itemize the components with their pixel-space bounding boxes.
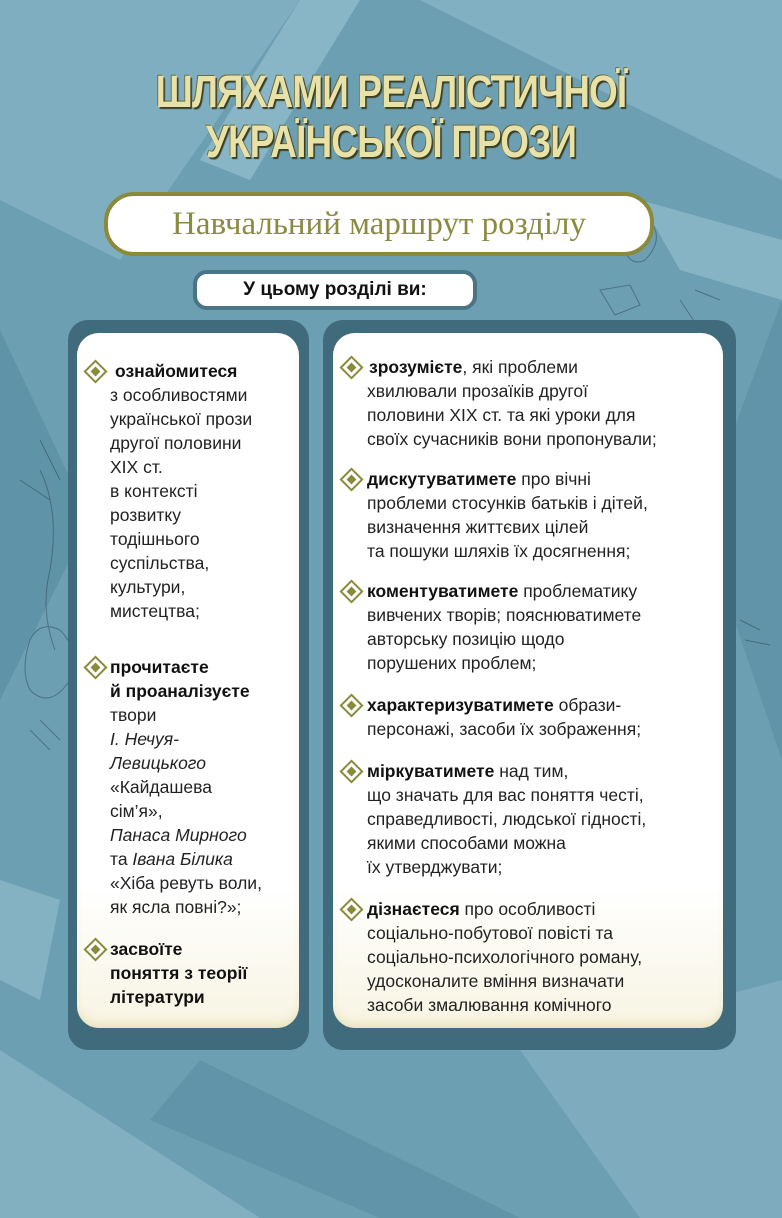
item-text-line: розвитку (110, 505, 181, 525)
item-text-line: своїх сучасників вони пропонували; (367, 429, 657, 449)
item-text-line: засоби змалювання комічного (367, 995, 612, 1015)
item-keyword: й проаналізуєте (110, 681, 250, 701)
item-text-line: та пошуки шляхів їх досягнення; (367, 541, 631, 561)
item-text-line: тодішнього (110, 529, 200, 549)
item-text-line: твори (110, 705, 157, 725)
item-keyword: поняття з теорії (110, 963, 248, 983)
item-text-line: соціально-психологічного роману, (367, 947, 643, 967)
item-text-line: половини XIX ст. та які уроки для (367, 405, 636, 425)
item-keyword: літератури (110, 987, 205, 1007)
diamond-bullet-icon (339, 693, 363, 717)
right-panel (333, 333, 723, 1028)
page-title-line-2: УКРАЇНСЬКОЇ ПРОЗИ (205, 116, 577, 167)
item-text-fragment: над тим, (494, 761, 569, 781)
item-text-line: порушених проблем; (367, 653, 537, 673)
item-keyword: коментуватимете (367, 581, 519, 601)
item-keyword: характеризуватимете (367, 695, 554, 715)
item-keyword: прочитаєте (110, 657, 209, 677)
item-text-line: XIX ст. (110, 457, 163, 477)
item-text-line: соціально-побутової повісті та (367, 923, 614, 943)
item-text-fragment: Івана Білика (132, 849, 233, 869)
item-text-line: Панаса Мирного (110, 825, 247, 845)
section-subtitle: Навчальний маршрут розділу (104, 192, 654, 256)
item-text-line: хвилювали прозаїків другої (367, 381, 588, 401)
item-keyword: міркуватимете (367, 761, 495, 781)
item-text-line: «Кайдашева (110, 777, 212, 797)
diamond-bullet-icon (339, 355, 363, 379)
item-text-line: з особливостями (110, 385, 248, 405)
item-text-line: «Хіба ревуть воли, (110, 873, 262, 893)
item-text-fragment: образи- (553, 695, 622, 715)
item-text-line: другої половини (110, 433, 242, 453)
diamond-bullet-icon (83, 359, 107, 383)
item-text-line: в контексті (110, 481, 198, 501)
item-text-line: української прози (110, 409, 253, 429)
item-keyword: ознайомитеся (115, 361, 238, 381)
item-text-fragment: проблематику (518, 581, 638, 601)
item-text-line: суспільства, (110, 553, 210, 573)
item-text-line: вивчених творів; пояснюватимете (367, 605, 642, 625)
item-text-line: авторську позицію щодо (367, 629, 565, 649)
item-text-line: як ясла повні?»; (110, 897, 242, 917)
item-text-fragment: , які проблеми (462, 357, 578, 377)
diamond-bullet-icon (339, 897, 363, 921)
item-text-fragment: про вічні (516, 469, 591, 489)
diamond-bullet-icon (339, 759, 363, 783)
item-text-line: якими способами можна (367, 833, 566, 853)
item-text-line: удосконалите вміння визначати (367, 971, 625, 991)
item-text-line: культури, (110, 577, 186, 597)
item-text-line: І. Нечуя- (110, 729, 179, 749)
diamond-bullet-icon (339, 579, 363, 603)
item-text-fragment: та (110, 849, 133, 869)
item-text-line: справедливості, людської гідності, (367, 809, 647, 829)
item-keyword: дискутуватимете (367, 469, 517, 489)
diamond-bullet-icon (339, 467, 363, 491)
item-text-line: їх утверджувати; (367, 857, 503, 877)
item-keyword: дізнаєтеся (367, 899, 460, 919)
item-text-line: сім’я», (110, 801, 163, 821)
diamond-bullet-icon (83, 937, 107, 961)
item-text-line: мистецтва; (110, 601, 200, 621)
intro-label: У цьому розділі ви: (193, 270, 477, 310)
item-text-line: визначення життєвих цілей (367, 517, 589, 537)
item-keyword: зрозумієте (369, 357, 463, 377)
page-title-line-1: ШЛЯХАМИ РЕАЛІСТИЧНОЇ (155, 66, 627, 117)
item-keyword: засвоїте (110, 939, 183, 959)
left-panel (77, 333, 299, 1028)
item-text-line: проблеми стосунків батьків і дітей, (367, 493, 648, 513)
item-text-fragment: про особливості (459, 899, 596, 919)
diamond-bullet-icon (83, 655, 107, 679)
item-text-line: персонажі, засоби їх зображення; (367, 719, 642, 739)
item-text-line: Левицького (110, 753, 206, 773)
item-text-line: що значать для вас поняття честі, (367, 785, 644, 805)
